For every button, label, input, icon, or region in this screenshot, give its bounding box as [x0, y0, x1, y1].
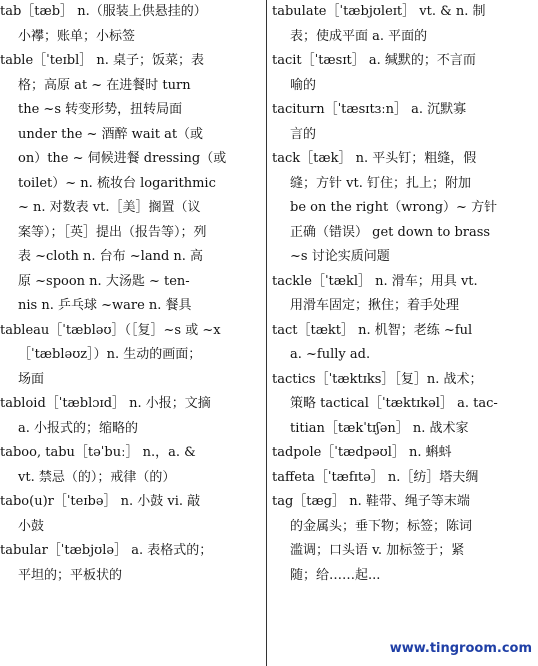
entry-line: 正确（错误） get down to brass — [290, 224, 491, 240]
left-column — [0, 0, 262, 588]
entry-line: ［ˈtæbləʊz］）n. 生动的画面； — [18, 347, 202, 362]
entry-line: titian［tækˈtɪʃən］ n. 战术家 — [290, 420, 469, 436]
entry-line: 缝；方针 vt. 钉住；扎上；附加 — [290, 175, 471, 191]
entry-line: 随；给……起... — [290, 567, 381, 583]
entry-line: 表 ~cloth n. 台布 ~land n. 高 — [18, 249, 204, 264]
entry-line: tact［tækt］ n. 机智；老练 ~ful — [272, 322, 473, 338]
entry-line: 小襻；账单；小标签 — [18, 28, 136, 44]
entry-line: 案等）；［英］提出（报告等）；列 — [18, 224, 207, 240]
entry-line: tableau［ˈtæbləʊ］（［复］~s 或 ~x — [0, 322, 221, 338]
entry-line: tabular［ˈtæbjʊlə］ a. 表格式的； — [0, 543, 213, 558]
entry-line: taciturn［ˈtæsɪtɜːn］ a. 沉默寡 — [272, 102, 467, 117]
entry-line: a. ~fully ad. — [290, 347, 371, 362]
entry-line: 滥调；口头语 v. 加标签于；紧 — [290, 543, 465, 558]
entry-line: 喻的 — [290, 77, 317, 93]
entry-line: tactics［ˈtæktɪks］［复］n. 战术； — [272, 371, 483, 387]
entry-line: be on the right（wrong）~ 方针 — [290, 200, 498, 215]
entry-line: toilet）~ n. 梳妆台 logarithmic — [18, 175, 216, 191]
entry-line: 表；使成平面 a. 平面的 — [290, 28, 428, 44]
watermark-text: www.tingroom.com — [389, 641, 532, 656]
entry-line: taboo, tabu［təˈbuː］ n.，a. & — [0, 445, 196, 460]
entry-line: 场面 — [18, 371, 45, 387]
entry-line: 小鼓 — [18, 518, 45, 534]
entry-line: 的金属头；垂下物；标签；陈词 — [290, 518, 473, 534]
entry-line: ~s 讨论实质问题 — [290, 249, 390, 264]
entry-line: tacit［ˈtæsɪt］ a. 缄默的；不言而 — [272, 53, 476, 68]
entry-line: tadpole［ˈtædpəʊl］ n. 蝌蚪 — [272, 445, 452, 460]
entry-line: 原 ~spoon n. 大汤匙 ~ ten- — [18, 273, 190, 289]
entry-line: tackle［ˈtækl］ n. 滑车；用具 vt. — [272, 273, 478, 289]
entry-line: tab［tæb］ n.（服装上供悬挂的） — [0, 4, 207, 19]
entry-line: tag［tæg］ n. 鞋带、绳子等末端 — [272, 494, 470, 509]
entry-line: ~ n. 对数表 vt.［美］搁置（议 — [18, 200, 201, 215]
entry-line: on）the ~ 伺候进餐 dressing（或 — [18, 151, 227, 166]
entry-line: 言的 — [290, 126, 317, 142]
entry-line: a. 小报式的；缩略的 — [18, 420, 139, 436]
entry-line: 平坦的；平板状的 — [18, 567, 123, 583]
entry-line: 策略 tactical［ˈtæktɪkəl］ a. tac- — [290, 396, 498, 411]
entry-line: 用滑车固定；揪住；着手处理 — [290, 298, 460, 313]
entry-line: vt. 禁忌（的）；戒律（的） — [18, 469, 176, 485]
entry-line: table［ˈteɪbl］ n. 桌子；饭菜；表 — [0, 53, 205, 68]
entry-line: 格；高原 at ~ 在进餐时 turn — [18, 77, 191, 93]
entry-line: nis n. 乒乓球 ~ware n. 餐具 — [18, 298, 192, 313]
right-column — [272, 0, 538, 588]
column-divider — [266, 0, 267, 666]
entry-line: tabulate［ˈtæbjʊleɪt］ vt. & n. 制 — [272, 4, 486, 19]
entry-line: under the ~ 酒醉 wait at（或 — [18, 126, 204, 142]
entry-line: the ~s 转变形势，扭转局面 — [18, 102, 183, 117]
entry-line: tack［tæk］ n. 平头钉；粗缝，假 — [272, 151, 477, 166]
entry-line: tabo(u)r［ˈteɪbə］ n. 小鼓 vi. 敲 — [0, 494, 201, 509]
entry-line: tabloid［ˈtæblɔɪd］ n. 小报；文摘 — [0, 396, 211, 411]
entry-line: taffeta［ˈtæfɪtə］ n.［纺］塔夫绸 — [272, 469, 479, 485]
